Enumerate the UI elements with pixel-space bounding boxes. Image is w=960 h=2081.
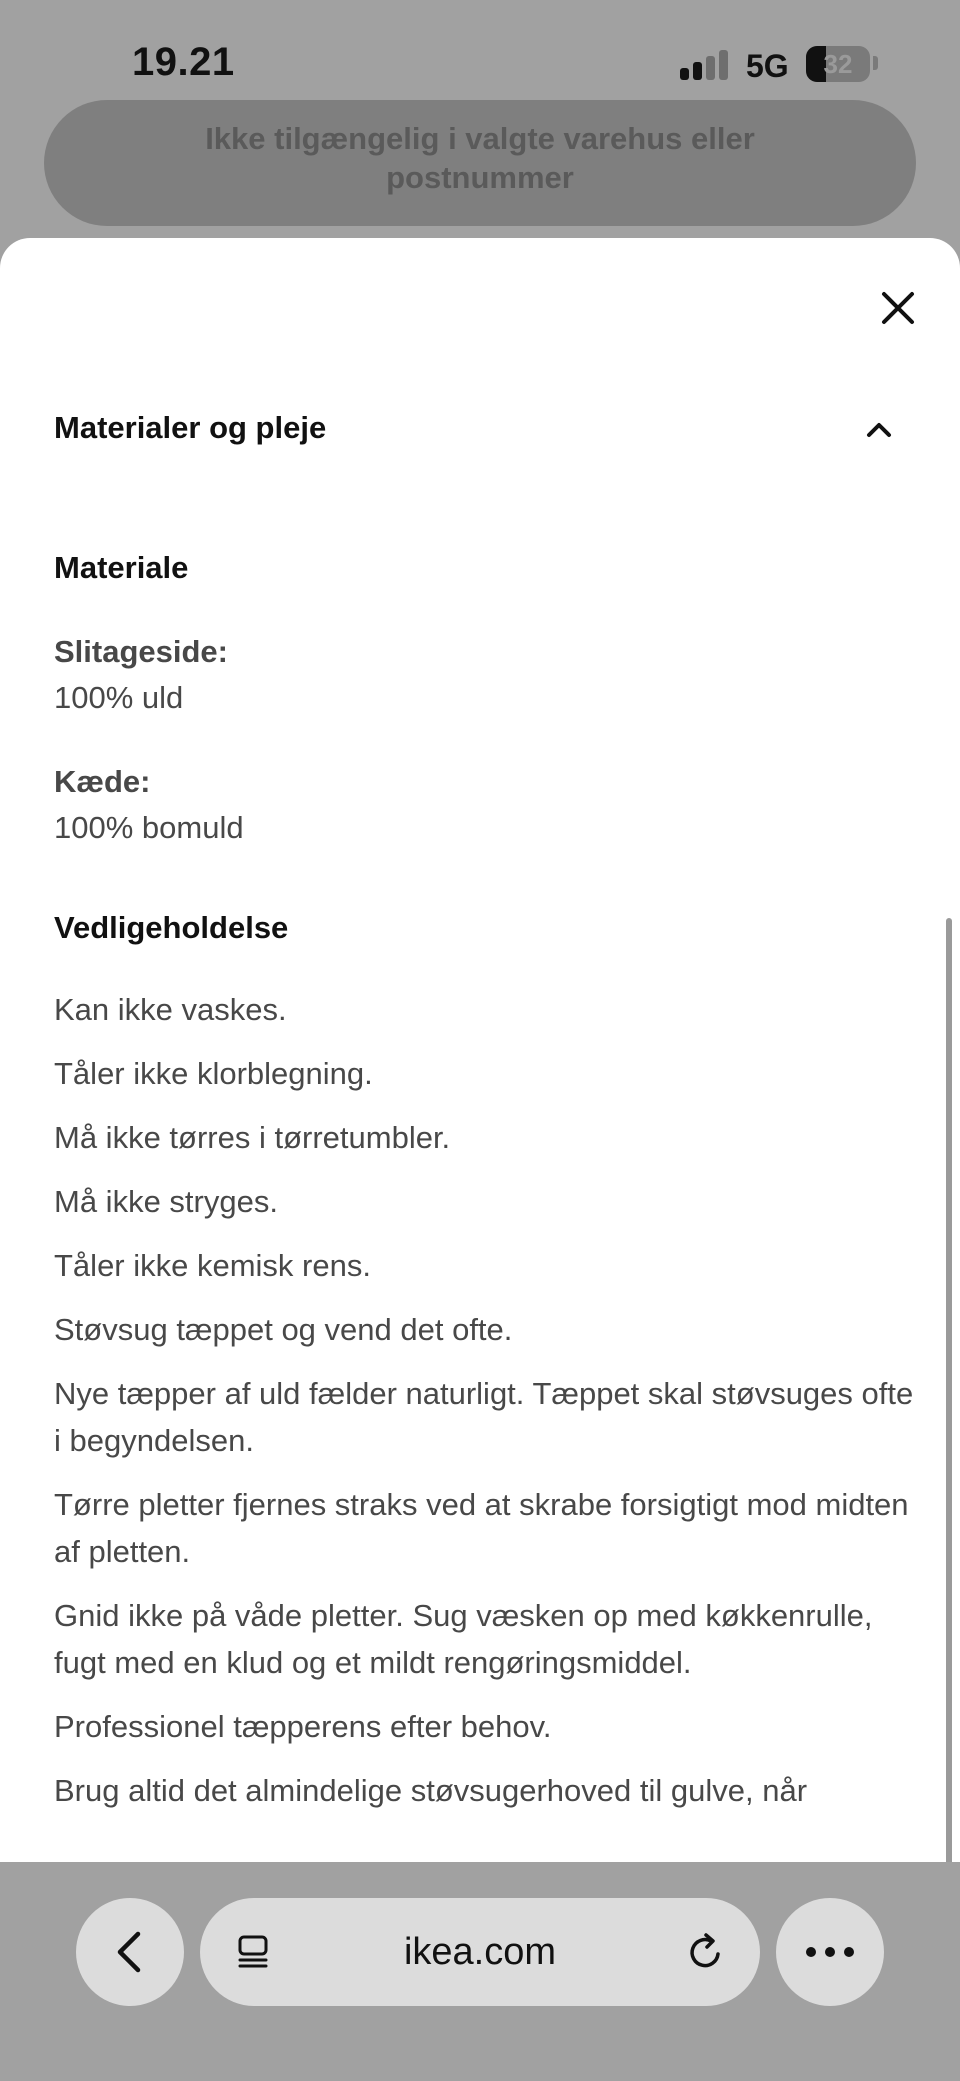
care-item: Tåler ikke klorblegning.: [54, 1056, 373, 1091]
care-item: Må ikke tørres i tørretumbler.: [54, 1120, 451, 1155]
chevron-left-icon: [110, 1928, 150, 1976]
unavailable-button: [44, 100, 916, 226]
care-item: Brug altid det almindelige støvsugerhoved til gulve, når: [54, 1773, 808, 1808]
section-title: Materialer og pleje: [54, 410, 327, 445]
battery-icon: [806, 46, 870, 82]
details-sheet: [0, 238, 960, 1938]
care-item: Støvsug tæppet og vend det ofte.: [54, 1312, 513, 1347]
material-label: Kæde:: [54, 764, 151, 799]
care-list: [54, 986, 914, 1831]
more-button[interactable]: [776, 1898, 884, 2006]
material-heading: Materiale: [54, 550, 189, 585]
reload-icon[interactable]: [686, 1932, 726, 1972]
browser-toolbar: [0, 1862, 960, 2081]
chevron-up-icon: [862, 412, 896, 446]
material-value: 100% bomuld: [54, 810, 244, 845]
close-icon: [881, 291, 915, 325]
battery-level: 32: [823, 49, 853, 79]
care-item: Nye tæpper af uld fælder naturligt. Tæppet skal støvsuges ofte i begyndelsen.: [54, 1376, 914, 1458]
close-button[interactable]: [868, 278, 928, 338]
status-time: 19.21: [132, 40, 235, 84]
care-item: Kan ikke vaskes.: [54, 992, 287, 1027]
address-bar[interactable]: [200, 1898, 760, 2006]
material-value: 100% uld: [54, 680, 184, 715]
care-item: Tørre pletter fjernes straks ved at skrabe forsigtigt mod midten af pletten.: [54, 1487, 909, 1569]
material-label: Slitageside:: [54, 634, 228, 669]
unavailable-label: Ikke tilgængelig i valgte varehus eller postnummer: [205, 121, 755, 195]
more-icon: [805, 1946, 855, 1958]
care-item: Må ikke stryges.: [54, 1184, 278, 1219]
url-text[interactable]: ikea.com: [403, 1931, 557, 1973]
care-heading: Vedligeholdelse: [54, 910, 289, 945]
care-item: Tåler ikke kemisk rens.: [54, 1248, 371, 1283]
signal-icon: [680, 50, 732, 80]
scrollbar[interactable]: [946, 918, 952, 1898]
network-label: 5G: [746, 48, 789, 84]
battery-cap: [873, 56, 878, 70]
care-item: Professionel tæpperens efter behov.: [54, 1709, 552, 1744]
section-header-materials[interactable]: [0, 388, 960, 468]
back-button[interactable]: [76, 1898, 184, 2006]
care-item: Gnid ikke på våde pletter. Sug væsken op med køkkenrulle, fugt med en klud og et mildt rengøringsmiddel.: [54, 1598, 873, 1680]
